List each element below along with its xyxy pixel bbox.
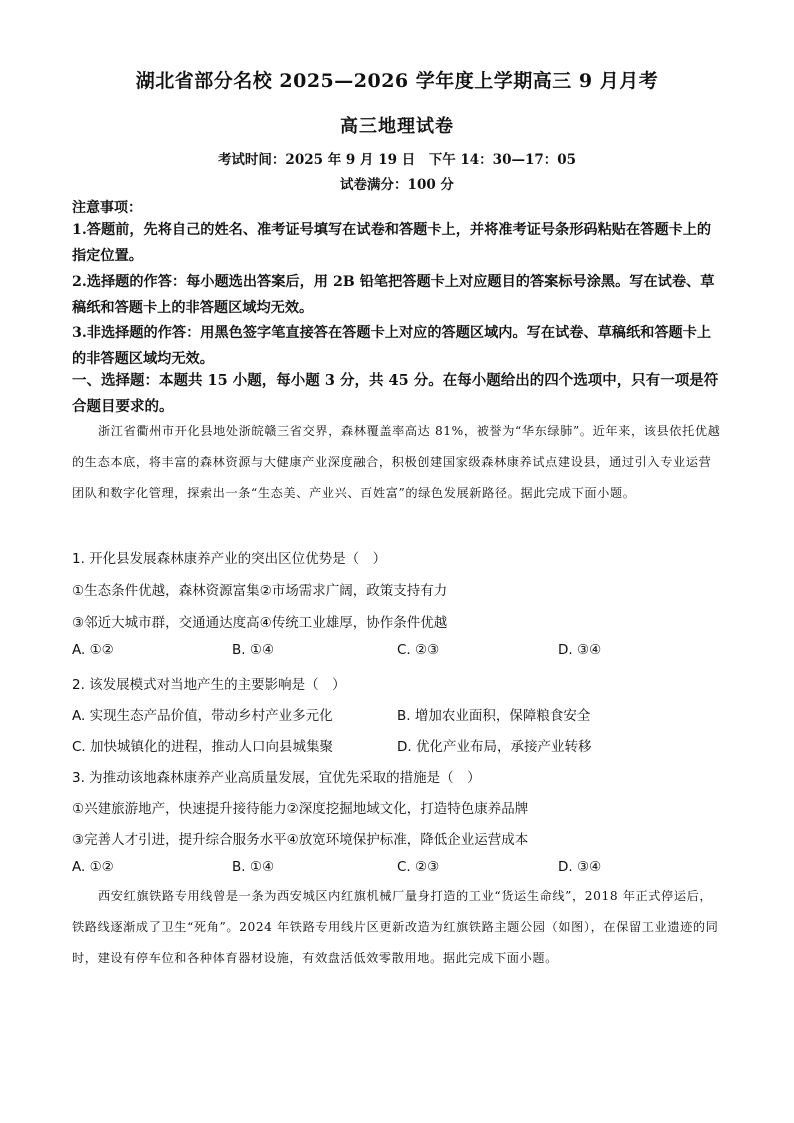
passage-1: 浙江省衢州市开化县地处浙皖赣三省交界，森林覆盖率高达 81%，被誉为“华东绿肺”。近年来，该县依托优越的生态本底，将丰富的森林资源与大健康产业深度融合，积极创建国家级森林康养试点建设县，通过引入专业运营团队和数字化管理，探索出一条“生态美、产业兴、百姓富”的绿色发展新路径。据此完成下面小题。	[72, 424, 721, 500]
exam-time: 考试时间：2025 年 9 月 19 日 下午 14：30—17：05	[217, 152, 577, 168]
question-1-statements-a: ①生态条件优越，森林资源富集②市场需求广阔，政策支持有力	[72, 583, 448, 599]
question-1-option-a: A. ①②	[72, 642, 114, 658]
notice-item-1: 1.答题前，先将自己的姓名、准考证号填写在试卷和答题卡上，并将准考证号条形码粘贴在答题卡上的指定位置。	[72, 222, 712, 264]
question-3-stem: 3. 为推动该地森林康养产业高质量发展，宜优先采取的措施是（ ）	[72, 770, 481, 786]
question-1-option-c: C. ②③	[397, 642, 440, 658]
question-3-option-d: D. ③④	[558, 859, 602, 875]
question-2-option-b: B. 增加农业面积，保障粮食安全	[397, 708, 591, 724]
question-2-option-d: D. 优化产业布局，承接产业转移	[397, 739, 592, 755]
question-2-stem: 2. 该发展模式对当地产生的主要影响是（ ）	[72, 677, 346, 693]
question-2-option-c: C. 加快城镇化的进程，推动人口向县城集聚	[72, 739, 334, 755]
question-2-option-a: A. 实现生态产品价值，带动乡村产业多元化	[72, 708, 333, 724]
notice-item-2: 2.选择题的作答：每小题选出答案后，用 2B 铅笔把答题卡上对应题目的答案标号涂黑。写在试卷、草稿纸和答题卡上的非答题区域均无效。	[72, 274, 715, 316]
exam-subtitle: 高三地理试卷	[340, 116, 454, 137]
question-3-option-b: B. ①④	[232, 859, 275, 875]
notice-item-3: 3.非选择题的作答：用黑色签字笔直接答在答题卡上对应的答题区域内。写在试卷、草稿纸和答题卡上的非答题区域均无效。	[72, 325, 712, 367]
passage-2: 西安红旗铁路专用线曾是一条为西安城区内红旗机械厂量身打造的工业“货运生命线”，2018 年正式停运后，铁路线逐渐成了卫生“死角”。2024 年铁路专用线片区更新改造为红旗铁路主题公园（如图），在保留工业遗迹的同时，建设有停车位和各种体育器材设施，有效盘活低效零散用地。据此完成下面小题。	[72, 889, 719, 965]
question-3-statements-a: ①兴建旅游地产，快速提升接待能力②深度挖掘地域文化，打造特色康养品牌	[72, 801, 529, 817]
question-1-stem: 1. 开化县发展森林康养产业的突出区位优势是（ ）	[72, 551, 387, 567]
question-3-option-c: C. ②③	[397, 859, 440, 875]
question-3-statements-b: ③完善人才引进，提升综合服务水平④放宽环境保护标准，降低企业运营成本	[72, 832, 529, 848]
question-1-option-d: D. ③④	[558, 642, 602, 658]
full-score: 试卷满分：100 分	[340, 177, 454, 193]
question-3-option-a: A. ①②	[72, 859, 114, 875]
notice-heading: 注意事项：	[72, 200, 142, 216]
question-1-statements-b: ③邻近大城市群，交通通达度高④传统工业雄厚，协作条件优越	[72, 615, 448, 631]
section-heading: 一、选择题：本题共 15 小题，每小题 3 分，共 45 分。在每小题给出的四个选项中，只有一项是符合题目要求的。	[72, 372, 719, 415]
question-1-option-b: B. ①④	[232, 642, 275, 658]
exam-title: 湖北省部分名校 2025—2026 学年度上学期高三 9 月月考	[135, 70, 659, 92]
